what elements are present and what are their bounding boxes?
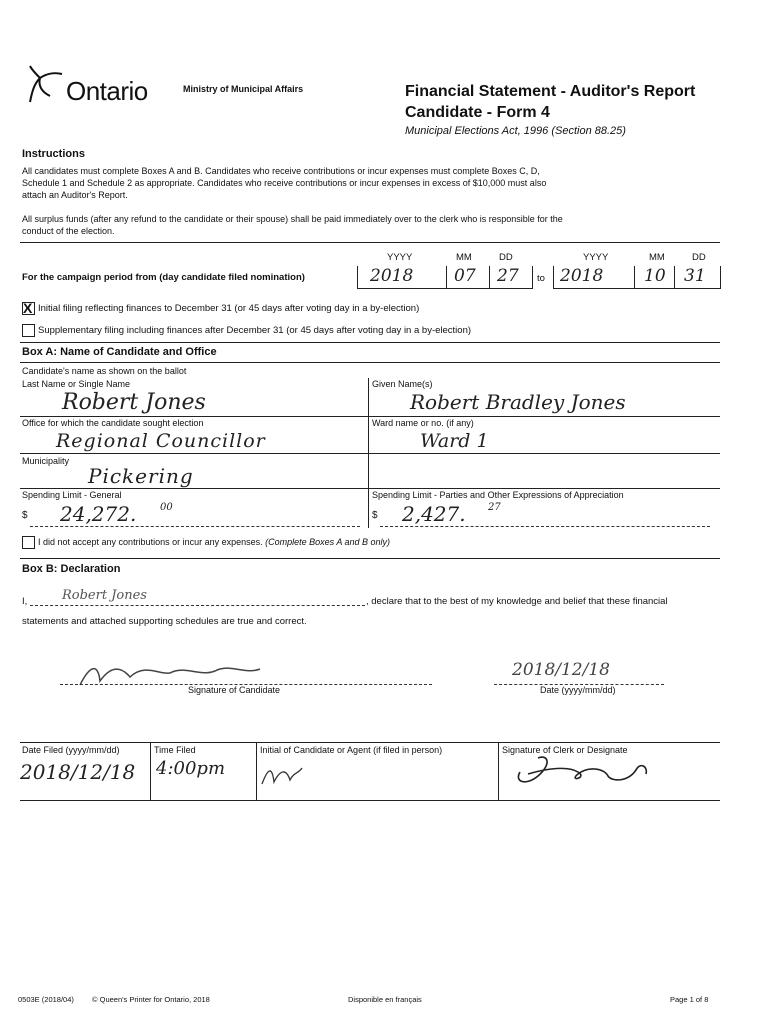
limit-general-label: Spending Limit - General [22,490,122,500]
limit-general-value[interactable]: 24,272. [60,502,137,526]
from-month[interactable]: 07 [454,266,476,286]
signature-label: Signature of Candidate [188,685,281,695]
last-name-value[interactable]: Robert Jones [62,390,206,415]
initial-mark [258,762,308,790]
clerk-signature-label: Signature of Clerk or Designate [502,745,628,755]
time-filed-label: Time Filed [154,745,196,755]
supplementary-filing-label: Supplementary filing including finances after December 31 (or 45 days after voting day in a by-election) [38,325,472,336]
declaration-date-label: Date (yyyy/mm/dd) [540,685,616,695]
supplementary-filing-checkbox[interactable] [22,324,35,337]
limit-parties-label: Spending Limit - Parties and Other Expressions of Appreciation [372,490,624,500]
office-value[interactable]: Regional Councillor [56,430,266,452]
given-names-label: Given Name(s) [372,379,433,389]
ontario-logo [20,62,170,106]
instructions-line: attach an Auditor's Report. [22,190,128,200]
period-label: For the campaign period from (day candidate filed nomination) [22,272,305,283]
mm-label: MM [649,252,665,263]
instructions-line: All candidates must complete Boxes A and B. Candidates who receive contributions or incur expenses must complete Boxes C, D, [22,166,540,176]
limit-parties-cents: 27 [488,502,501,513]
declarant-name[interactable]: Robert Jones [62,588,147,603]
no-contributions-checkbox[interactable] [22,536,35,549]
form-number: 0503E (2018/04) [18,995,74,1004]
box-b-heading: Box B: Declaration [22,563,121,575]
limit-parties-value[interactable]: 2,427. [402,502,466,526]
act-reference: Municipal Elections Act, 1996 (Section 88.25) [405,125,626,137]
dd-label: DD [692,252,706,263]
to-day[interactable]: 31 [684,266,706,286]
to-label: to [537,273,545,284]
to-year[interactable]: 2018 [560,266,604,286]
form-title: Financial Statement - Auditor's Report [405,83,696,100]
from-year[interactable]: 2018 [370,266,414,286]
initial-filing-label: Initial filing reflecting finances to December 31 (or 45 days after voting day in a by-election) [38,303,420,314]
trillium-icon [20,62,66,106]
ward-value[interactable]: Ward 1 [420,430,489,452]
form-subtitle: Candidate - Form 4 [405,104,550,121]
declaration-date[interactable]: 2018/12/18 [512,660,610,680]
office-label: Office for which the candidate sought election [22,418,204,428]
time-filed-value[interactable]: 4:00pm [156,758,226,779]
limit-general-cents: 00 [160,502,173,513]
box-a-heading: Box A: Name of Candidate and Office [22,346,217,358]
municipality-value[interactable]: Pickering [88,464,194,488]
date-filed-label: Date Filed (yyyy/mm/dd) [22,745,120,755]
dd-label: DD [499,252,513,263]
ballot-name-label: Candidate's name as shown on the ballot [22,366,187,376]
initial-label: Initial of Candidate or Agent (if filed in person) [260,745,443,755]
copyright: © Queen's Printer for Ontario, 2018 [92,995,210,1004]
ward-label: Ward name or no. (if any) [372,418,474,428]
dollar-sign: $ [22,510,28,521]
checkmark: X [23,300,33,316]
declaration-text-2: statements and attached supporting schedules are true and correct. [22,616,307,627]
dollar-sign: $ [372,510,378,521]
no-contributions-text: I did not accept any contributions or incur any expenses. [38,537,263,547]
date-filed-value[interactable]: 2018/12/18 [20,760,136,784]
mm-label: MM [456,252,472,263]
yyyy-label: YYYY [387,252,413,263]
last-name-label: Last Name or Single Name [22,379,131,389]
yyyy-label: YYYY [583,252,609,263]
municipality-label: Municipality [22,456,70,466]
instructions-line: All surplus funds (after any refund to the candidate or their spouse) shall be paid immediately over to the clerk who is responsible for the [22,214,563,224]
no-contributions-note: (Complete Boxes A and B only) [265,537,391,547]
page-number: Page 1 of 8 [670,995,709,1004]
declaration-i: I, [22,596,28,607]
to-month[interactable]: 10 [644,266,666,286]
declaration-text: , declare that to the best of my knowledge and belief that these financial [366,596,668,607]
initial-filing-checkbox[interactable] [22,302,35,315]
instructions-line: Schedule 1 and Schedule 2 as appropriate. Candidates who receive contributions or incur expenses in excess of $10,000 must also [22,178,547,188]
ministry-name: Ministry of Municipal Affairs [183,84,304,94]
instructions-line: conduct of the election. [22,226,115,236]
french-availability: Disponible en français [348,995,422,1004]
clerk-signature [508,752,658,792]
given-names-value[interactable]: Robert Bradley Jones [410,390,626,414]
from-day[interactable]: 27 [497,266,519,286]
logo-text: Ontario [66,76,148,106]
no-contributions-label [38,537,390,547]
instructions-heading: Instructions [22,148,85,160]
